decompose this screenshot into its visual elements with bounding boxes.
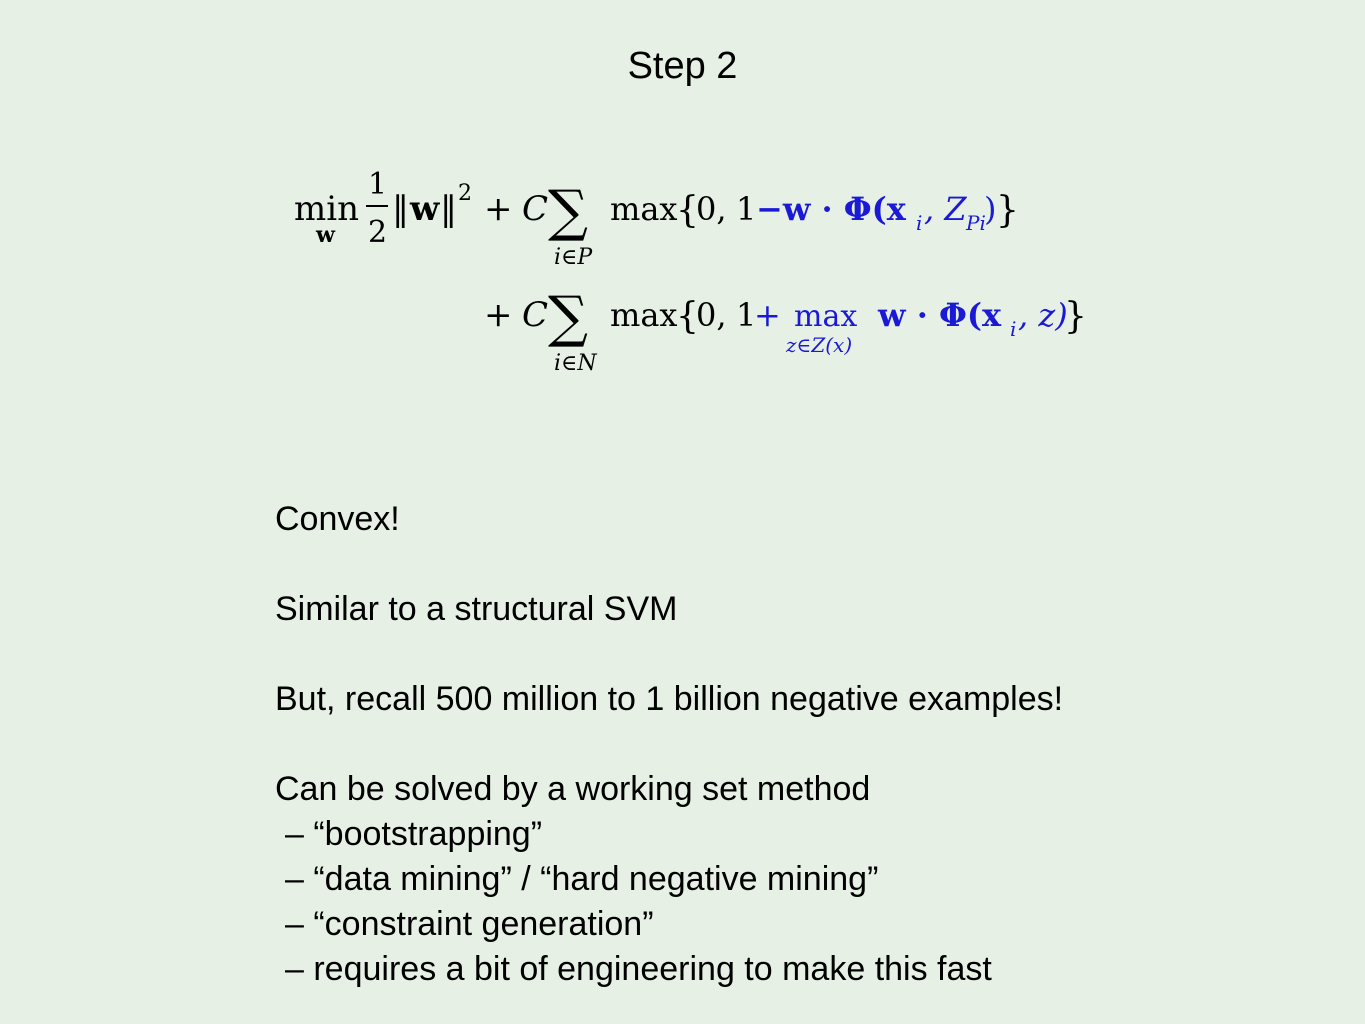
objective-formula — [280, 150, 1100, 390]
norm-close: ‖ — [440, 189, 457, 229]
plus-sign-2: + — [484, 295, 513, 335]
min-subscript: w — [316, 222, 335, 248]
coefficient-c: C — [522, 189, 549, 229]
fraction-numerator: 1 — [368, 167, 388, 202]
slide-body — [275, 497, 1335, 992]
max-operator: max — [610, 190, 678, 228]
blue-subscript-pi: Pi — [966, 211, 986, 235]
norm-open: ‖ — [392, 189, 409, 229]
brace-close-2: } — [1064, 296, 1087, 337]
one-2: 1 — [736, 296, 757, 334]
convex-line: Convex! — [275, 500, 400, 538]
blue-max: max — [794, 299, 858, 334]
bullet-constraint-generation: – “constraint generation” — [285, 905, 654, 943]
bullet-engineering: – requires a bit of engineering to make this fast — [285, 950, 992, 988]
sum-subscript: i∈P — [554, 245, 593, 270]
blue-subscript-i: i — [916, 211, 923, 235]
max-operator-2: max — [610, 296, 678, 334]
blue-subscript-i-2: i — [1010, 317, 1017, 341]
blue-term-2: w · Φ(x — [878, 296, 1002, 334]
blue-plus: + — [754, 296, 781, 334]
blue-term: −w · Φ(x — [756, 190, 906, 228]
blue-max-subscript: z∈Z(x) — [786, 333, 853, 357]
blue-z-end: , z) — [1018, 296, 1068, 334]
sum-subscript-2: i∈N — [554, 351, 597, 376]
brace-close: } — [996, 190, 1019, 231]
blue-close-paren: ) — [984, 190, 997, 228]
brace-open: { — [676, 190, 699, 231]
one: 1 — [736, 190, 757, 228]
spacer — [275, 722, 1335, 767]
brace-open-2: { — [676, 296, 699, 337]
norm-variable: w — [410, 189, 440, 229]
slide-title: Step 2 — [627, 45, 738, 87]
formula-line-1 — [294, 167, 1019, 270]
similar-line: Similar to a structural SVM — [275, 590, 678, 628]
formula-line-2 — [484, 285, 1087, 376]
min-operator: min — [294, 189, 360, 229]
bullet-bootstrapping: – “bootstrapping” — [285, 815, 543, 853]
bullet-data-mining: – “data mining” / “hard negative mining” — [285, 860, 879, 898]
working-set-line: Can be solved by a working set method — [275, 770, 871, 808]
zero-comma-2: 0, — [696, 296, 727, 334]
spacer — [275, 542, 1335, 587]
zero-comma: 0, — [696, 190, 727, 228]
plus-sign: + — [484, 189, 513, 229]
spacer — [275, 632, 1335, 677]
fraction-denominator: 2 — [368, 215, 388, 250]
norm-superscript: 2 — [458, 181, 472, 206]
recall-line: But, recall 500 million to 1 billion negative examples! — [275, 680, 1064, 718]
sum-symbol: ∑ — [548, 179, 588, 244]
sum-symbol-2: ∑ — [548, 285, 588, 350]
blue-z-term: , Z — [924, 190, 967, 228]
coefficient-c-2: C — [522, 295, 549, 335]
